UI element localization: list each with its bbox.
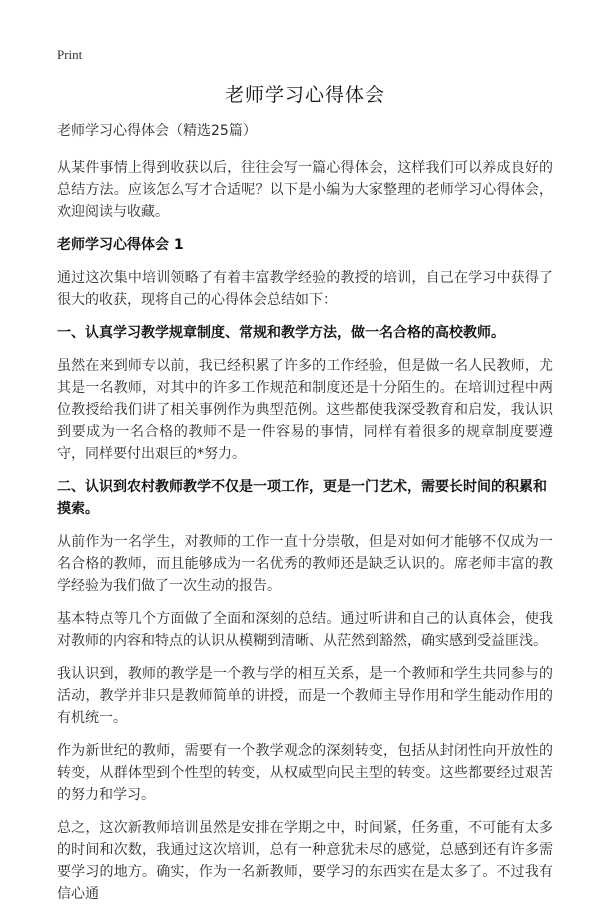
page-title: 老师学习心得体会 [224,84,385,106]
article-body [57,120,553,916]
intro-paragraph: 从某件事情上得到收获以后，往往会写一篇心得体会，这样我们可以养成良好的总结方法。应该怎么写才合适呢？以下是小编为大家整理的老师学习心得体会，欢迎阅读与收藏。 [57,160,553,220]
paragraph: 总之，这次新教师培训虽然是安排在学期之中，时间紧，任务重，不可能有太多的时间和次数，我通过这次培训，总有一种意犹未尽的感觉，总感到还有许多需要学习的地方。确实，作为一名新教师，要学习的东西实在是太多了。不过我有信心通 [57,820,553,902]
print-label[interactable]: Print [57,47,83,62]
point-heading-2: 二、认识到农村教师教学不仅是一项工作，更是一门艺术，需要长时间的积累和摸索。 [57,479,547,517]
section-heading-1: 老师学习心得体会 1 [57,237,184,253]
paragraph: 虽然在来到师专以前，我已经积累了许多的工作经验，但是做一名人民教师，尤其是一名教师，对其中的许多工作规范和制度还是十分陌生的。在培训过程中两位教授给我们讲了相关事例作为典型范例。这些都使我深受教育和启发，我认识到要成为一名合格的教师不是一件容易的事情，同样有着很多的规章制度要遵守，同样要付出艰巨的*努力。 [57,358,553,462]
article-subtitle: 老师学习心得体会（精选25篇） [57,123,257,139]
point-heading-1: 一、认真学习教学规章制度、常规和教学方法，做一名合格的高校教师。 [57,325,505,341]
paragraph: 基本特点等几个方面做了全面和深刻的总结。通过听讲和自己的认真体会，使我对教师的内容和特点的认识从模糊到清晰、从茫然到豁然，确实感到受益匪浅。 [57,611,553,649]
document-page [57,0,553,902]
paragraph: 从前作为一名学生，对教师的工作一直十分崇敬，但是对如何才能够不仅成为一名合格的教师，而且能够成为一名优秀的教师还是缺乏认识的。席老师丰富的教学经验为我们做了一次生动的报告。 [57,534,553,594]
paragraph: 作为新世纪的教师，需要有一个教学观念的深刻转变，包括从封闭性向开放性的转变，从群体型到个性型的转变，从权威型向民主型的转变。这些都要经过艰苦的努力和学习。 [57,743,553,803]
paragraph: 通过这次集中培训领略了有着丰富教学经验的教授的培训，自己在学习中获得了很大的收获，现将自己的心得体会总结如下： [57,270,553,308]
paragraph: 我认识到，教师的教学是一个教与学的相互关系，是一个教师和学生共同参与的活动，教学并非只是教师简单的讲授，而是一个教师主导作用和学生能动作用的有机统一。 [57,666,553,726]
